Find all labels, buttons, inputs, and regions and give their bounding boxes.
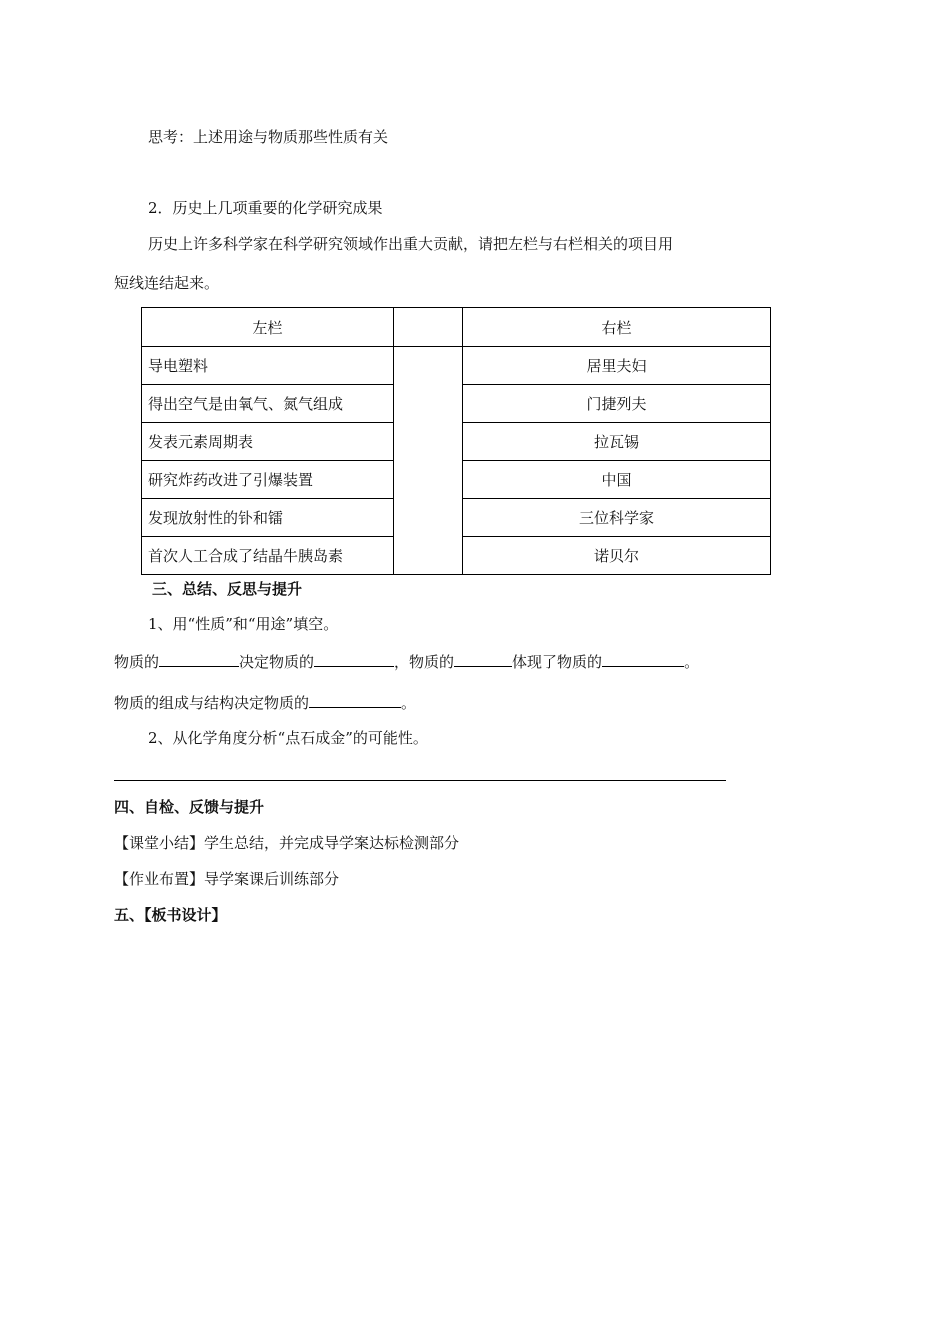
connection-area[interactable] [394, 347, 463, 575]
section3-title: 三、总结、反思与提升 [152, 580, 303, 598]
right-item[interactable]: 门捷列夫 [463, 385, 771, 423]
fill1-blank-4[interactable] [602, 650, 684, 667]
left-item[interactable]: 得出空气是由氧气、氮气组成 [142, 385, 394, 423]
section3-question1: 1、用“性质”和“用途”填空。 [148, 615, 339, 633]
section2-intro-line1: 历史上许多科学家在科学研究领域作出重大贡献，请把左栏与右栏相关的项目用 [148, 235, 674, 253]
right-item[interactable]: 居里夫妇 [463, 347, 771, 385]
homework-text: 导学案课后训练部分 [204, 870, 340, 888]
right-item[interactable]: 诺贝尔 [463, 537, 771, 575]
fill1-blank-3[interactable] [454, 650, 512, 667]
fill-sentence-1 [114, 650, 699, 672]
fill1-text-c: ，物质的 [394, 653, 455, 671]
fill2-text-a: 物质的组成与结构决定物质的 [114, 694, 310, 712]
fill1-text-a: 物质的 [114, 653, 160, 671]
middle-header-cell [394, 308, 463, 347]
fill1-blank-1[interactable] [159, 650, 239, 667]
section4-title: 四、自检、反馈与提升 [114, 798, 265, 816]
fill1-text-b: 决定物质的 [239, 653, 315, 671]
fill-sentence-2 [114, 691, 416, 713]
left-item[interactable]: 首次人工合成了结晶牛胰岛素 [142, 537, 394, 575]
left-item[interactable]: 导电塑料 [142, 347, 394, 385]
section5-title: 五、【板书设计】 [114, 906, 227, 924]
class-summary [114, 833, 459, 853]
right-item[interactable]: 拉瓦锡 [463, 423, 771, 461]
section3-question2: 2、从化学角度分析“点石成金”的可能性。 [148, 729, 428, 747]
table-header-row [142, 308, 771, 347]
left-item[interactable]: 研究炸药改进了引爆装置 [142, 461, 394, 499]
left-item[interactable]: 发表元素周期表 [142, 423, 394, 461]
fill1-text-e: 。 [684, 653, 700, 671]
matching-table [141, 307, 771, 575]
answer-line[interactable] [114, 780, 726, 781]
homework [114, 869, 339, 889]
class-summary-label: 【课堂小结】 [114, 834, 205, 852]
section2-intro-line2: 短线连结起来。 [114, 274, 220, 292]
table-row [142, 347, 771, 385]
think-question: 思考：上述用途与物质那些性质有关 [148, 128, 389, 146]
right-item[interactable]: 中国 [463, 461, 771, 499]
right-column-header: 右栏 [463, 308, 771, 347]
fill2-text-b: 。 [401, 694, 417, 712]
section2-title: 2．历史上几项重要的化学研究成果 [148, 199, 383, 217]
class-summary-text: 学生总结，并完成导学案达标检测部分 [204, 834, 460, 852]
left-column-header: 左栏 [142, 308, 394, 347]
fill2-blank-1[interactable] [309, 691, 401, 708]
fill1-blank-2[interactable] [314, 650, 394, 667]
left-item[interactable]: 发现放射性的钋和镭 [142, 499, 394, 537]
fill1-text-d: 体现了物质的 [512, 653, 603, 671]
homework-label: 【作业布置】 [114, 870, 205, 888]
right-item[interactable]: 三位科学家 [463, 499, 771, 537]
